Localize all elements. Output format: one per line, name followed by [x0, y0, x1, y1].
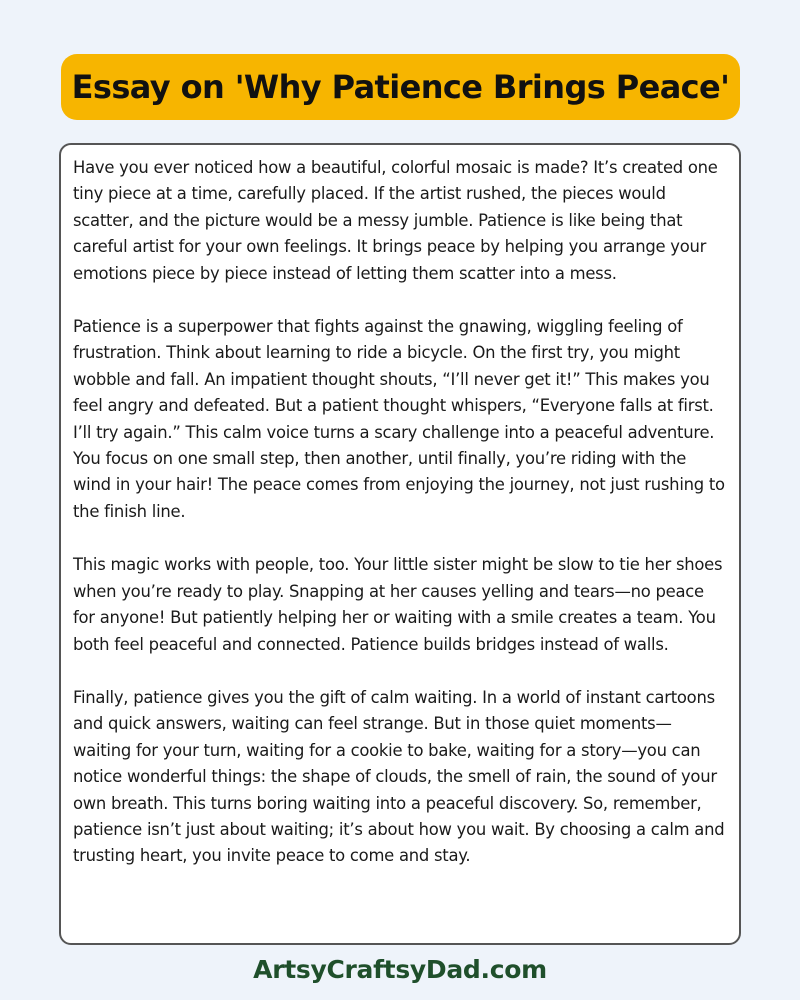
- essay-paragraph-2: Patience is a superpower that fights against the gnawing, wiggling feeling of frustration. Think about learning to ride a bicycle. On the first try, you might wobble and fall. An impatient thought shouts, “I’ll never get it!” This makes you feel angry and defeated. But a patient thought whispers, “Everyone falls at first. I’ll try again.” This calm voice turns a scary challenge into a peaceful adventure. You focus on one small step, then another, until finally, you’re riding with the wind in your hair! The peace comes from enjoying the journey, not just rushing to the finish line.: [73, 317, 725, 521]
- page-title: Essay on 'Why Patience Brings Peace': [71, 68, 730, 106]
- title-banner: [61, 54, 740, 120]
- footer-website: ArtsyCraftsyDad.com: [253, 955, 547, 984]
- essay-paragraph-4: Finally, patience gives you the gift of calm waiting. In a world of instant cartoons and quick answers, waiting can feel strange. But in those quiet moments—waiting for your turn, waiting for a cookie to bake, waiting for a story—you can notice wonderful things: the shape of clouds, the smell of rain, the sound of your own breath. This turns boring waiting into a peaceful discovery. So, remember, patience isn’t just about waiting; it’s about how you wait. By choosing a calm and trusting heart, you invite peace to come and stay.: [73, 687, 725, 866]
- essay-card: [59, 143, 741, 945]
- essay-paragraph-3: This magic works with people, too. Your little sister might be slow to tie her shoes when you’re ready to play. Snapping at her causes yelling and tears—no peace for anyone! But patiently helping her or waiting with a smile creates a team. You both feel peaceful and connected. Patience builds bridges instead of walls.: [73, 555, 723, 654]
- essay-paragraph-1: Have you ever noticed how a beautiful, colorful mosaic is made? It’s created one tiny piece at a time, carefully placed. If the artist rushed, the pieces would scatter, and the picture would be a messy jumble. Patience is like being that careful artist for your own feelings. It brings peace by helping you arrange your emotions piece by piece instead of letting them scatter into a mess.: [73, 158, 718, 283]
